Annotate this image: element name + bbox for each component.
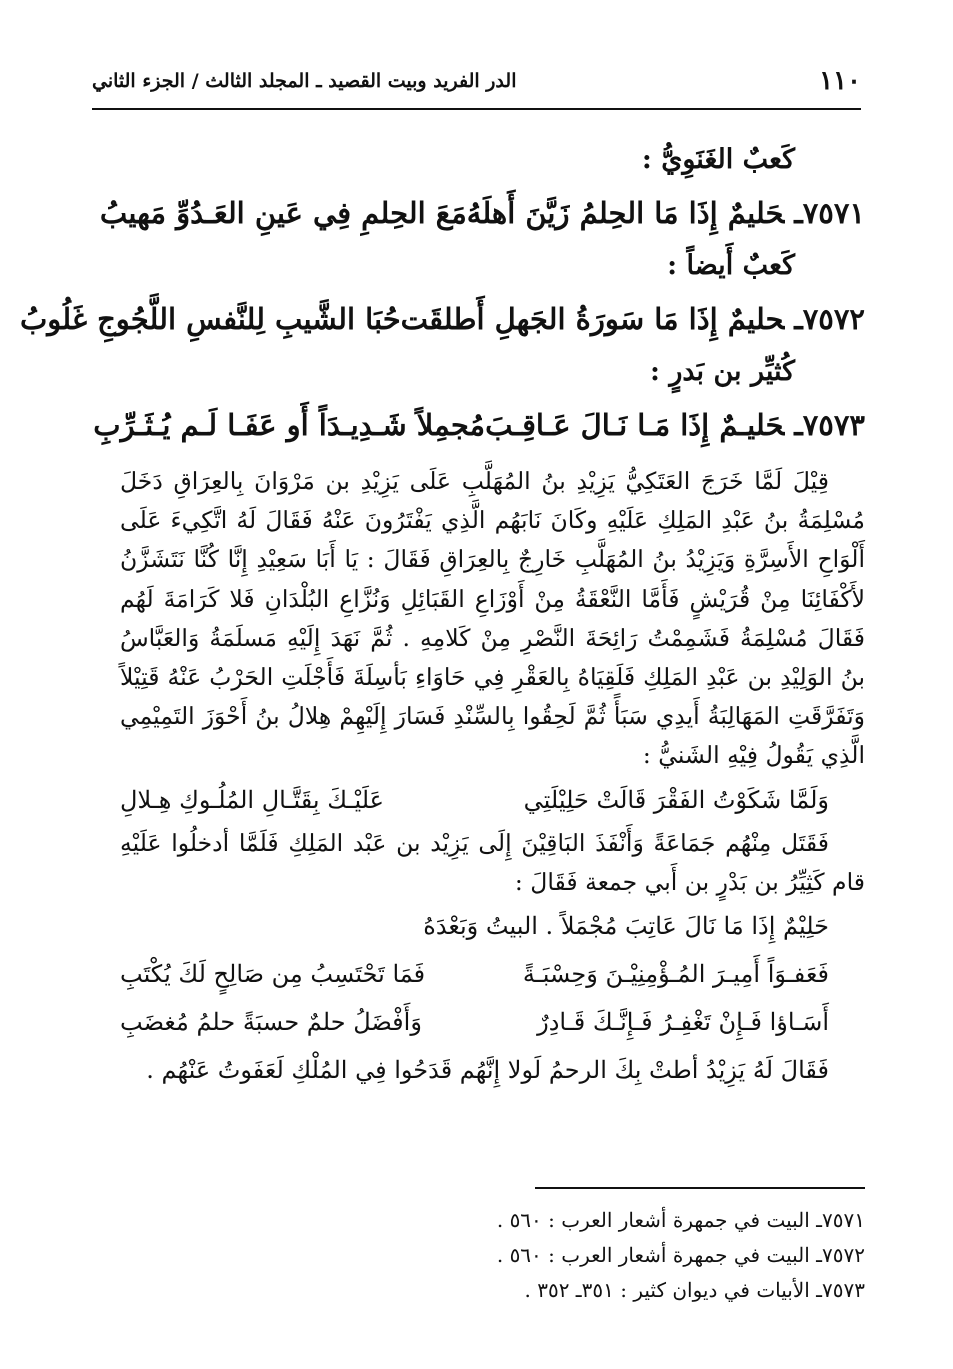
running-title: الدر الفريد وبيت القصيد ـ المجلد الثالث / الجزء الثاني — [92, 70, 517, 92]
verse-first-hemistich-text: حَليـمٌ إِذَا مَـا نَـالَ عَـاقِـبَ — [485, 408, 785, 442]
page-number: ١١٠ — [819, 66, 861, 96]
page-header — [92, 58, 861, 104]
quoted-verse-first-hemistich: وَلَمَّا شَكَوْتُ الفَقْرَ قَالَتْ حَلِيْلَتِي — [523, 785, 829, 814]
quoted-line: حَلِيْمٌ إِذَا مَا نَالَ عَاتِبَ مُجْمَلاً . البيتُ وَبَعْدَهُ — [423, 912, 829, 941]
commentary-paragraph: فَقَتَل مِنْهُم جَمَاعَةً وَأَنْفَذَ البَاقِيْنَ إِلَى يَزِيْد بن عَبْد المَلِكِ فَلَمَّا أدخلُوا عَلَيْهِ قام كَثِيِّرُ بن بَدْرٍ بن أَبي جمعة فَقَالَ : — [120, 828, 865, 896]
quoted-verse — [120, 950, 865, 998]
footnote: ٧٥٧٢ـ البيت في جمهرة أشعار العرب : ٥٦٠ . — [496, 1243, 865, 1267]
page-body — [19, 138, 865, 1094]
poet-name: كَعبٌ الغَنَوِيُّ : — [641, 144, 795, 175]
footnote-rule — [535, 1187, 865, 1189]
quoted-verse — [120, 998, 865, 1046]
verse-line — [99, 182, 865, 244]
verse-first-hemistich-text: حَليمٌ إِذَا مَا الحِلمُ زَيَّنَ أَهلَهُ — [466, 196, 785, 230]
verse-line — [93, 394, 865, 456]
footnotes — [120, 1203, 865, 1308]
commentary — [120, 462, 865, 1094]
verse-second-hemistich: حُبَا الشَّيبِ لِلنَّفسِ اللَّجُوجِ غَلُوبُ — [19, 302, 401, 336]
verse-first-hemistich — [485, 394, 865, 456]
quoted-verse-first-hemistich: أَسَـاؤا فَـإِنْ تَغْفِـرُ فَـإِنَّـكَ قَـادِرٌ — [537, 1008, 829, 1037]
quoted-verse-first-hemistich: فَعَفـوَاً أَمِيـرَ المُـؤْمِنِيْـنَ وَحِسْبَـةً — [522, 960, 829, 989]
poet-name: كُثيِّر بن بَدرٍ : — [649, 356, 795, 387]
verse-second-hemistich: مَعَ الحِلمِ فِي عَينِ العَـدُوِّ مَهيبُ — [99, 196, 467, 230]
verse-first-hemistich — [467, 182, 865, 244]
closing-line: فَقَالَ لَهُ يَزِيْدُ أطتْ بِكَ الرحمُ لَولا إِنَّهُم قَدَحُوا فِي المُلْكِ لَعَفَوتُ عَنْهُم . — [146, 1056, 829, 1085]
verse-line — [19, 288, 865, 350]
footnote: ٧٥٧١ـ البيت في جمهرة أشعار العرب : ٥٦٠ . — [496, 1208, 865, 1232]
quoted-verse-second-hemistich: وَأَفْضَلُ حلمٌ حسبَةً حلمُ مُغضَبِ — [120, 1008, 422, 1037]
verse-number: ٧٥٧١ـ — [794, 196, 865, 230]
quoted-verse — [120, 776, 865, 824]
verse-number: ٧٥٧٣ـ — [794, 408, 865, 442]
quoted-verse-second-hemistich: عَلَيْـكَ بِقَتَّـالِ المُلُـوكِ هِـلالِ — [120, 785, 384, 814]
commentary-paragraph: قِيْلَ لَمَّا خَرَجَ العَتَكِيُّ يَزِيْدِ بنُ المُهَلَّبِ عَلَى يَزِيْدِ بن مَرْوَانَ بِالعِرَاقِ دَخَلَ مُسْلِمَةُ بنُ عَبْدِ المَلِكِ عَلَيْهِ وكَانَ نَابَهُم الَّذِي يَفْتَرُونَ عَنْهُ فَقَالَ لَهُ اتَّكِيءَ عَلَى أَلْوَاحِ الأَسِرَّةِ وَيَزِيْدُ بنُ المُهَلَّبِ خَارِجٌ بِالعِرَاقِ فَقَالَ : يَا أَبَا سَعِيْدِ إِنَّا كُنَّا نَتَشَزَّنُ لأَكْفَائِنَا مِنْ قُرَيْشٍ فَأَمَّا النَّعْقَةُ مِنْ أَوْزَاعِ القَبَائِلِ وَنُزَّاعِ البُلْدَانِ فَلا كَرَامَةَ لَهُم فَقَالَ مُسْلِمَةُ فَشَمِمْتُ رَائِحَةَ النَّصْرِ مِنْ كَلامِهِ . ثُمَّ نَهَدَ إِلَيْهِ مَسلَمَةُ وَالعَبَّاسُ بنُ الوَلِيْدِ بن عَبْدِ المَلِكِ فَلَقِيَاهُ بِالعَقْرِ فِي حَاوَاءِ بَأسِلَةَ فَأَجْلَتِ الحَرْبُ عَنْهُ قَتِيْلاً وَتَفَرَّقَتِ المَهَالِبَةُ أَيدِي سَبَأً ثُمَّ لَحِقُوا بِالسِّنْدِ فَسَارَ إِلَيْهِمْ هِلالُ بنُ أَحْوَزَ التَمِيْمِي الَّذِي يَقُولُ فِيْهِ الشَنيُّ : — [120, 467, 865, 770]
verse-first-hemistich-text: حليمٌ إِذَا مَا سَورَةُ الجَهلِ أَطلقَت — [400, 302, 785, 336]
header-rule — [92, 108, 861, 110]
verse-first-hemistich — [401, 288, 865, 350]
verse-second-hemistich: مُجمِلاً شَـدِيـدَاً أَو عَفَـا لَـم يُـثَـرِّبِ — [93, 408, 486, 442]
verse-number: ٧٥٧٢ـ — [794, 302, 865, 336]
poet-name: كَعبٌ أَيضاً : — [667, 250, 795, 281]
quoted-verse-second-hemistich: فَمَا تَحْتَسِبُ مِن صَالِحٍ لَكَ يُكْتَبِ — [120, 960, 426, 989]
footnote: ٧٥٧٣ـ الأبيات في ديوان كثير : ٣٥١ـ ٣٥٢ . — [524, 1278, 865, 1302]
